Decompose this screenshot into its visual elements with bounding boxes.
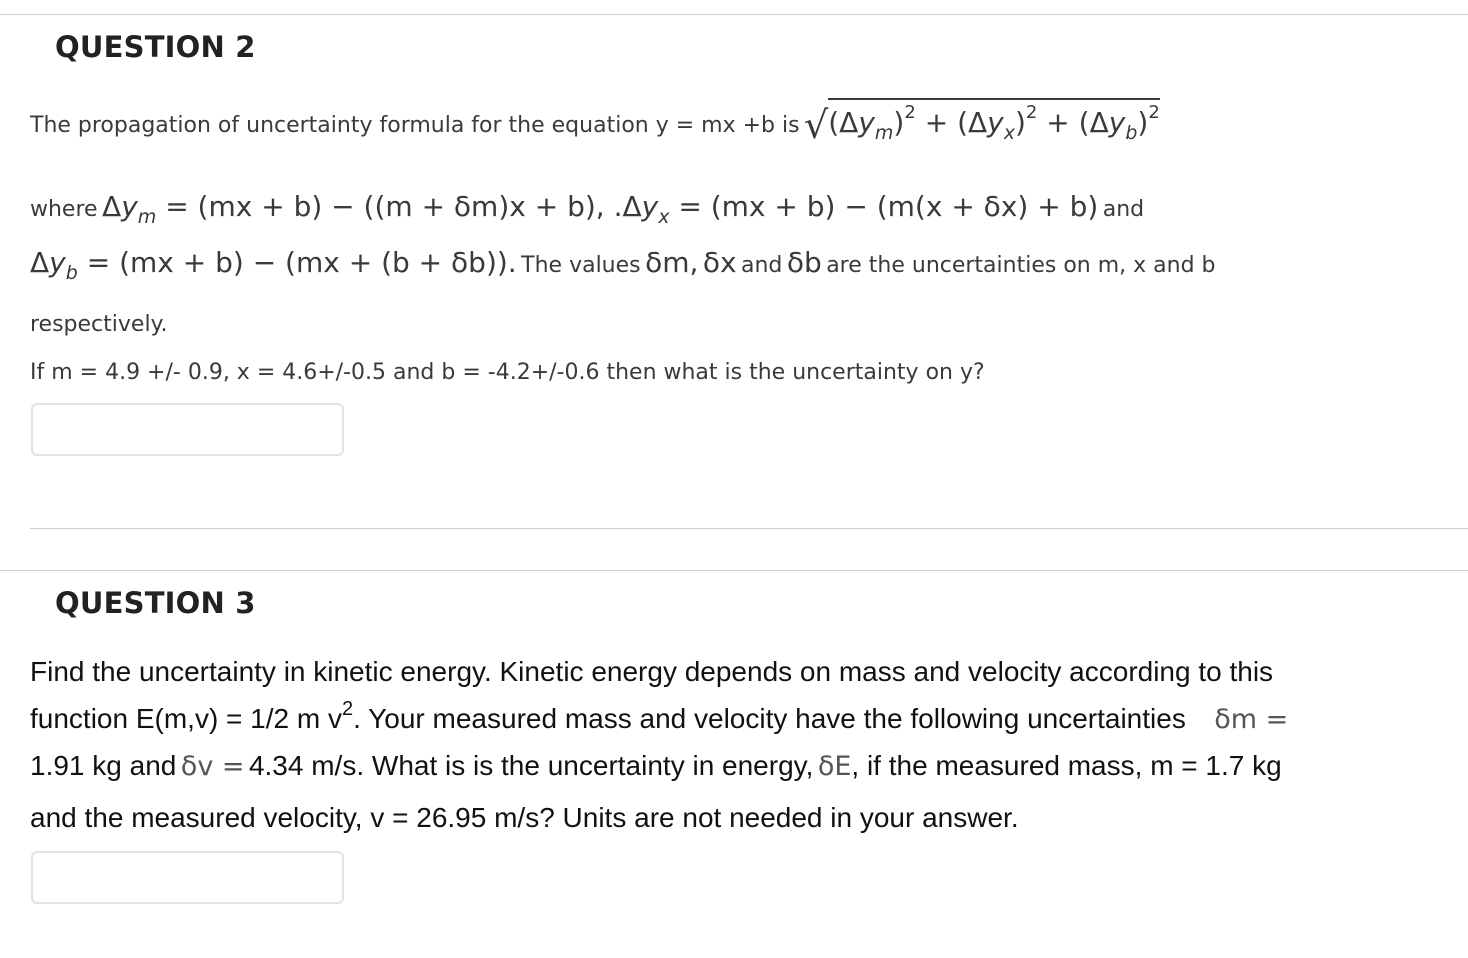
q2-where-line: [30, 190, 1144, 228]
question-3-title: QUESTION 3: [55, 586, 256, 620]
where-label: where: [30, 197, 98, 222]
and-label-2: and: [741, 253, 783, 278]
delta-b-symbol: δb: [786, 246, 822, 279]
question-2-title: QUESTION 2: [55, 30, 256, 64]
measured-mass-text: , if the measured mass, m = 1.7 kg: [851, 750, 1282, 781]
and-label: and: [1102, 197, 1145, 222]
q3-line-4: and the measured velocity, v = 26.95 m/s? Units are not needed in your answer.: [30, 802, 1019, 833]
q3-line-3: [30, 750, 1282, 782]
sqrt-icon: √: [804, 103, 829, 147]
velocity-uncertainty-text: 4.34 m/s. What is is the uncertainty in energy,: [248, 750, 814, 781]
uncertainties-intro: . Your measured mass and velocity have the following uncertainties: [353, 703, 1186, 734]
uncertainty-formula: [804, 98, 1160, 147]
delta-v-symbol: δv =: [180, 751, 245, 782]
delta-m-symbol: δm =: [1214, 704, 1289, 735]
uncertainties-description: are the uncertainties on m, x and b: [826, 253, 1216, 278]
top-divider: [0, 14, 1468, 15]
formula-radicand: $(\Delta y_m)^2 + (\Delta y_x)^2 + (\Delta y_b)^2$: [828, 98, 1160, 144]
q3-line-2: [30, 698, 1288, 735]
values-label: The values: [521, 253, 641, 278]
question-2-bottom-divider: [30, 528, 1468, 529]
question-3-answer-input[interactable]: [31, 851, 344, 904]
q2-delta-yb-line: [30, 246, 1216, 284]
delta-x-symbol: δx: [702, 246, 737, 279]
q2-intro-text: The propagation of uncertainty formula for the equation y = mx +b is: [30, 113, 800, 138]
delta-ym-definition: $\Delta y_m = (mx + b) - ((m + \delta m)x + b)$, $.\Delta y_x = (mx + b) - (m(x + \delta x) + b)$: [102, 190, 1099, 228]
delta-e-symbol: δE: [817, 751, 852, 782]
q3-line-1: Find the uncertainty in kinetic energy. Kinetic energy depends on mass and velocity according to this: [30, 656, 1274, 687]
ke-function-text: function E(m,v) = 1/2 m v: [30, 703, 342, 734]
q2-formula-line: [30, 98, 1160, 147]
delta-yb-definition: $\Delta y_b = (mx + b) - (mx + (b + \delta b))$.: [30, 246, 517, 284]
mass-uncertainty-value: 1.91 kg and: [30, 750, 177, 781]
exponent: 2: [342, 698, 354, 720]
question-3-top-divider: [0, 570, 1468, 571]
delta-m-symbol: δm,: [645, 246, 699, 279]
question-2-prompt: If m = 4.9 +/- 0.9, x = 4.6+/-0.5 and b = -4.2+/-0.6 then what is the uncertainty on y?: [30, 360, 985, 385]
respectively-text: respectively.: [30, 312, 168, 337]
question-2-answer-input[interactable]: [31, 403, 344, 456]
